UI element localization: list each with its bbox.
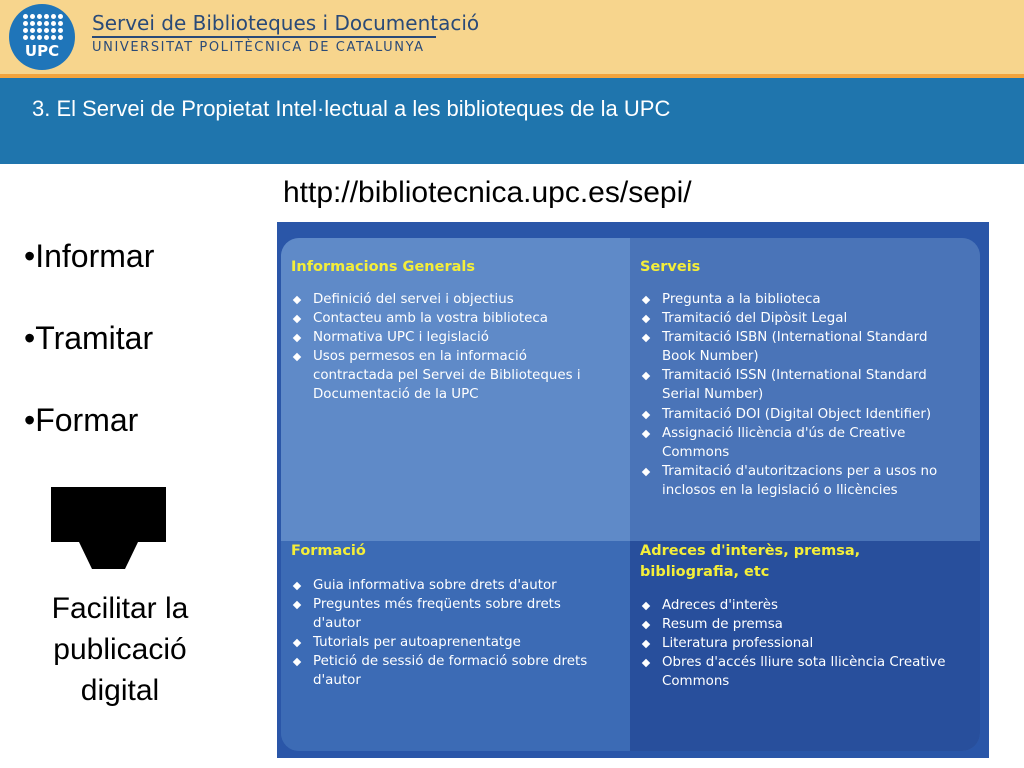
section-link-text: Tramitació d'autoritzacions per a usos no	[662, 463, 938, 479]
section-link-text: Documentació de la UPC	[313, 387, 479, 403]
logo-text: UPC	[24, 42, 60, 60]
section-link-text: inclosos en la legislació o llicències	[662, 482, 898, 498]
bullet-diamond-icon	[293, 601, 301, 609]
bullet-diamond-icon	[293, 296, 301, 304]
header-band	[0, 0, 1024, 74]
site-url[interactable]: http://bibliotecnica.upc.es/sepi/	[283, 176, 692, 209]
bullet-diamond-icon	[293, 639, 301, 647]
section-heading-line: Informacions Generals	[291, 259, 475, 275]
section-link-text: Pregunta a la biblioteca	[662, 292, 821, 307]
section-formacio	[281, 541, 630, 751]
section-link-text: Tramitació ISBN (International Standard	[662, 330, 928, 346]
section-link-text: Definició del servei i objectius	[313, 292, 514, 307]
website-screenshot	[277, 222, 989, 758]
section-link-text: Normativa UPC i legislació	[313, 330, 489, 346]
section-link-text: Tramitació del Dipòsit Legal	[662, 311, 848, 327]
bullet-diamond-icon	[642, 468, 650, 476]
section-link-text: Usos permesos en la informació	[313, 349, 527, 365]
section-link-item[interactable]	[313, 309, 581, 328]
section-link-text: Commons	[662, 674, 730, 690]
bullet-diamond-icon	[642, 640, 650, 648]
section-link-text: Adreces d'interès	[662, 598, 779, 613]
section-link-item[interactable]	[313, 347, 581, 404]
bullet-tramitar: •Tramitar	[24, 320, 154, 356]
section-link-item[interactable]	[662, 424, 937, 462]
section-link-text: Resum de premsa	[662, 617, 783, 633]
conclusion-line-2: publicació	[53, 633, 187, 666]
section-link-text: Obres d'accés lliure sota llicència Creative	[662, 655, 946, 671]
org-subtitle: UNIVERSITAT POLITÈCNICA DE CATALUNYA	[92, 40, 425, 55]
section-heading[interactable]	[291, 257, 475, 278]
org-divider	[92, 36, 436, 38]
section-adreces	[630, 541, 980, 751]
website-panel	[281, 238, 980, 751]
section-heading-line: bibliografia, etc	[640, 564, 770, 580]
section-link-text: d'autor	[313, 616, 361, 632]
bullet-diamond-icon	[642, 659, 650, 667]
section-link-item[interactable]	[662, 634, 945, 653]
section-link-list	[662, 596, 945, 691]
section-link-item[interactable]	[313, 576, 587, 595]
bullet-diamond-icon	[642, 296, 650, 304]
section-link-text: Commons	[662, 444, 730, 460]
title-band-accent	[0, 74, 1024, 78]
section-link-list	[313, 576, 587, 691]
section-link-item[interactable]	[662, 290, 937, 309]
bullet-formar: •Formar	[24, 402, 139, 438]
section-link-item[interactable]	[313, 328, 581, 347]
bullet-diamond-icon	[293, 353, 301, 361]
section-heading[interactable]	[640, 541, 860, 583]
section-link-item[interactable]	[313, 595, 587, 633]
section-link-text: Serial Number)	[662, 387, 764, 403]
section-link-item[interactable]	[313, 652, 587, 690]
bullet-diamond-icon	[642, 621, 650, 629]
section-link-item[interactable]	[662, 328, 937, 366]
section-heading-line: Serveis	[640, 259, 701, 275]
section-link-text: d'autor	[313, 673, 361, 689]
section-link-text: Contacteu amb la vostra biblioteca	[313, 311, 548, 327]
section-link-item[interactable]	[313, 290, 581, 309]
conclusion-text	[20, 588, 220, 711]
section-link-text: Book Number)	[662, 349, 759, 365]
down-arrow-icon	[51, 487, 167, 573]
conclusion-line-1: Facilitar la	[51, 592, 189, 625]
bullet-diamond-icon	[293, 582, 301, 590]
bullet-diamond-icon	[293, 315, 301, 323]
section-link-item[interactable]	[662, 462, 937, 500]
section-link-item[interactable]	[662, 615, 945, 634]
section-link-text: Tutorials per autoaprenentatge	[313, 635, 521, 651]
section-link-item[interactable]	[662, 366, 937, 404]
section-heading[interactable]	[640, 257, 700, 278]
section-link-list	[313, 290, 581, 405]
section-link-item[interactable]	[313, 633, 587, 652]
section-link-item[interactable]	[662, 405, 937, 424]
section-link-list	[662, 290, 937, 500]
bullet-informar: •Informar	[24, 238, 155, 274]
bullet-diamond-icon	[642, 334, 650, 342]
section-link-item[interactable]	[662, 596, 945, 615]
section-link-text: Assignació llicència d'ús de Creative	[662, 425, 906, 441]
section-link-text: Tramitació ISSN (International Standard	[662, 368, 927, 384]
bullet-diamond-icon	[293, 658, 301, 666]
bullet-diamond-icon	[642, 429, 650, 437]
conclusion-line-3: digital	[80, 674, 160, 707]
section-link-text: Literatura professional	[662, 636, 814, 652]
section-link-item[interactable]	[662, 653, 945, 691]
section-serveis	[630, 238, 980, 541]
section-heading-line: Adreces d'interès, premsa,	[640, 543, 861, 559]
section-link-text: Guia informativa sobre drets d'autor	[313, 578, 557, 593]
section-heading-line: Formació	[291, 543, 366, 559]
bullet-diamond-icon	[642, 372, 650, 380]
section-link-text: Tramitació DOI (Digital Object Identifier)	[662, 406, 932, 422]
bullet-diamond-icon	[642, 410, 650, 418]
bullet-diamond-icon	[293, 334, 301, 342]
slide-title: 3. El Servei de Propietat Intel·lectual a les biblioteques de la UPC	[32, 96, 671, 121]
section-link-text: Petició de sessió de formació sobre drets	[313, 654, 588, 670]
section-link-text: contractada pel Servei de Biblioteques i	[313, 368, 581, 384]
section-heading[interactable]	[291, 541, 366, 562]
section-link-item[interactable]	[662, 309, 937, 328]
upc-logo	[9, 4, 75, 70]
bullet-diamond-icon	[642, 602, 650, 610]
org-title: Servei de Biblioteques i Documentació	[92, 11, 480, 35]
logo-dots	[21, 12, 63, 40]
bullet-diamond-icon	[642, 315, 650, 323]
section-link-text: Preguntes més freqüents sobre drets	[313, 597, 561, 613]
section-informacions-generals	[281, 238, 630, 541]
